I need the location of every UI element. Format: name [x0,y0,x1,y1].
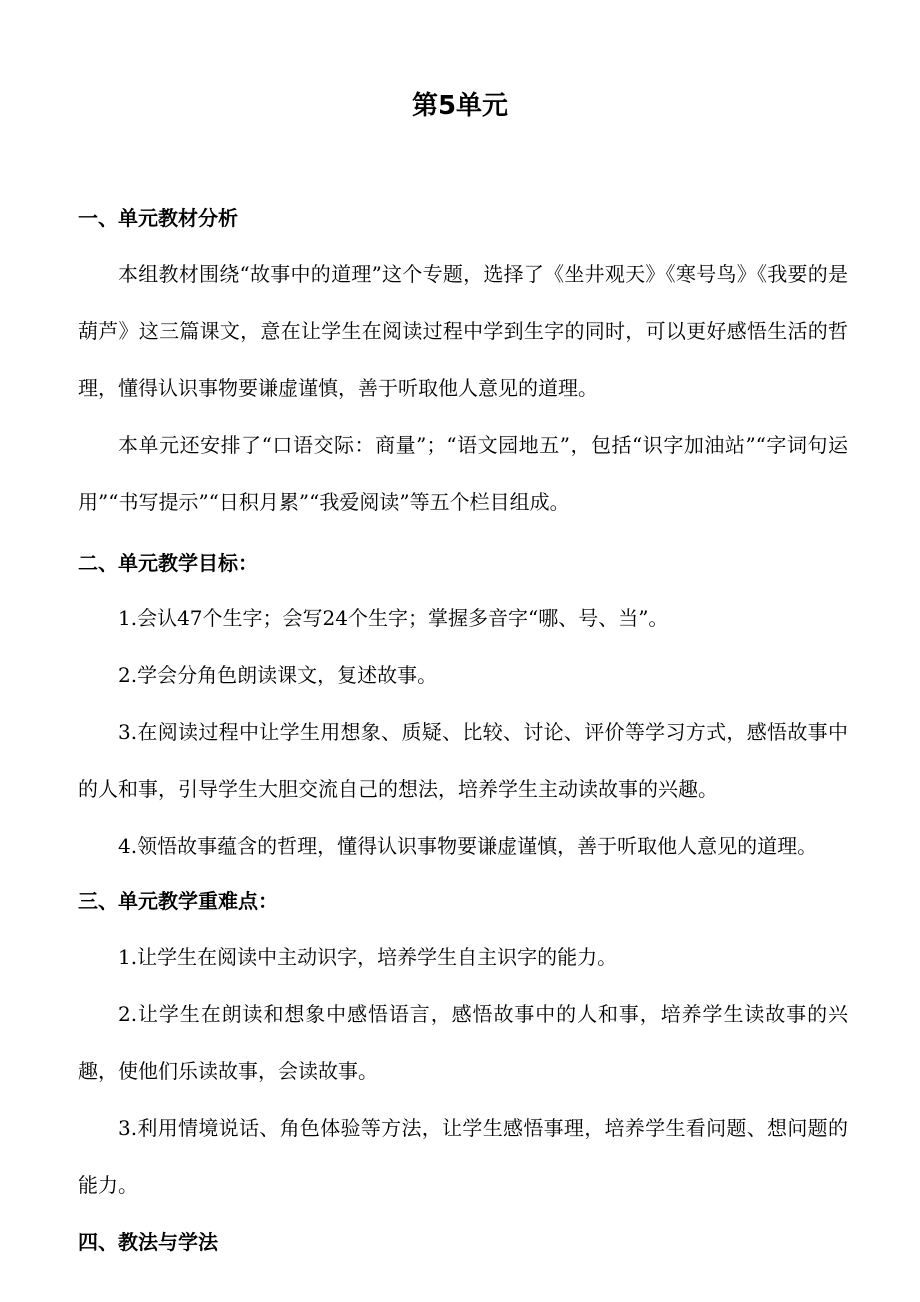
paragraph-analysis-arrangement: 本单元还安排了“口语交际：商量”；“语文园地五”，包括“识字加油站”“字词句运用”“书写提示”“日积月累”“我爱阅读”等五个栏目组成。 [78,433,848,514]
paragraph-goal-3: 3.在阅读过程中让学生用想象、质疑、比较、讨论、评价等学习方式，感悟故事中的人和事，引导学生大胆交流自己的想法，培养学生主动读故事的兴趣。 [78,720,848,801]
section-heading-teaching-goals: 二、单元教学目标： [78,551,258,575]
paragraph-key-2: 2.让学生在朗读和想象中感悟语言，感悟故事中的人和事，培养学生读故事的兴趣，使他们乐读故事，会读故事。 [78,1002,848,1083]
page-title: 第5单元 [411,91,509,121]
paragraph-key-1: 1.让学生在阅读中主动识字，培养学生自主识字的能力。 [118,945,618,969]
paragraph-analysis-topic: 本组教材围绕“故事中的道理”这个专题，选择了《坐井观天》《寒号鸟》《我要的是葫芦》这三篇课文，意在让学生在阅读过程中学到生字的同时，可以更好感悟生活的哲理，懂得认识事物要谦虚谨慎，善于听取他人意见的道理。 [78,262,848,400]
section-heading-key-difficulties: 三、单元教学重难点： [78,889,278,913]
paragraph-goal-2: 2.学会分角色朗读课文，复述故事。 [118,663,438,687]
section-heading-methods: 四、教法与学法 [78,1230,218,1254]
paragraph-key-3: 3.利用情境说话、角色体验等方法，让学生感悟事理，培养学生看问题、想问题的能力。 [78,1116,848,1197]
section-heading-textbook-analysis: 一、单元教材分析 [78,206,238,230]
paragraph-goal-4: 4.领悟故事蕴含的哲理，懂得认识事物要谦虚谨慎，善于听取他人意见的道理。 [118,834,818,858]
paragraph-goal-1: 1.会认47个生字；会写24个生字；掌握多音字“哪、号、当”。 [118,606,669,630]
